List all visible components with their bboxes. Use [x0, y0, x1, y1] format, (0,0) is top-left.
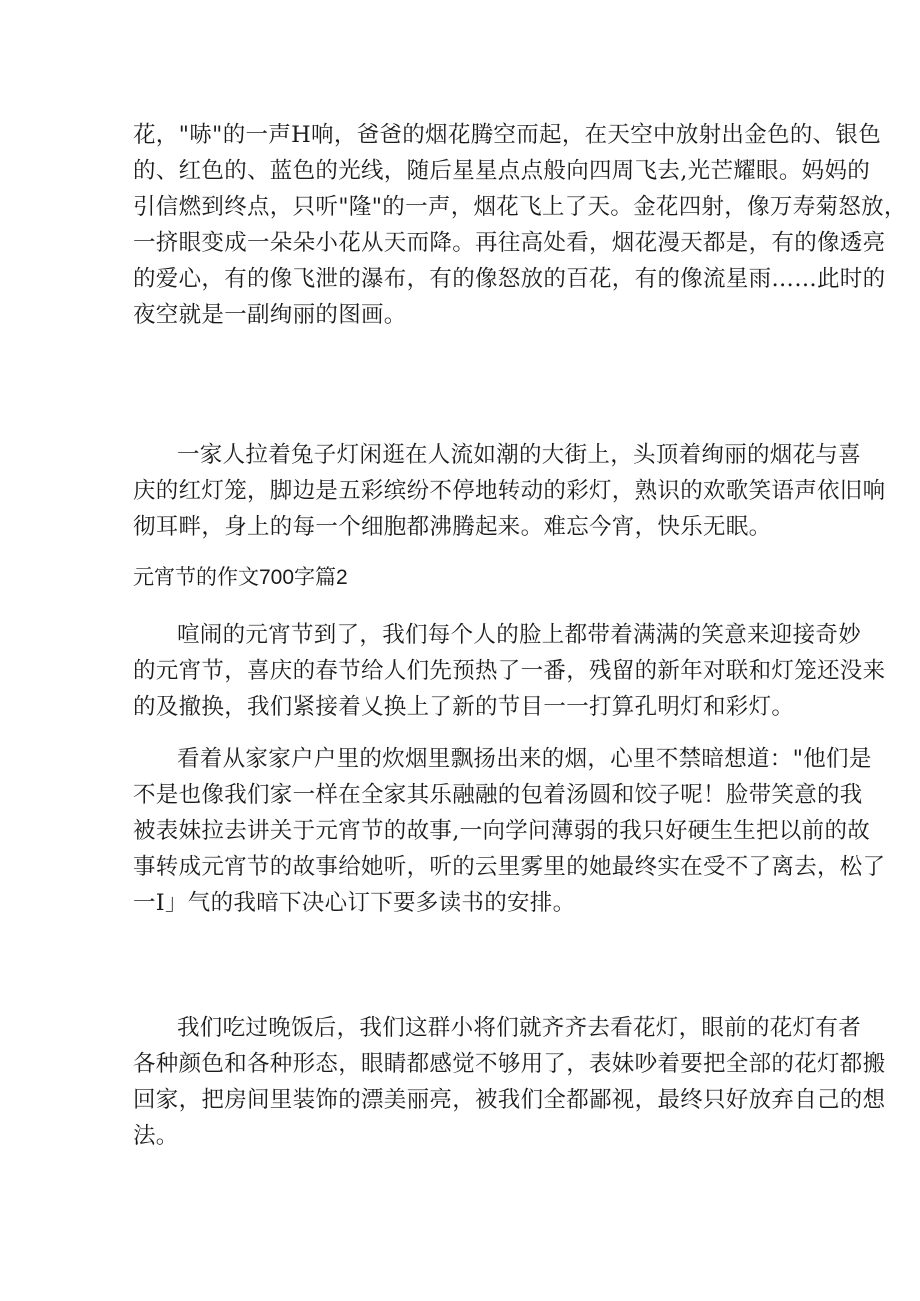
- paragraph-line: 一I」气的我暗下决心订下要多读书的安排。: [133, 890, 576, 916]
- paragraph-line: 引信燃到终点，只听"隆"的一声，烟花飞上了天。金花四射，像万寿菊怒放，: [133, 194, 907, 220]
- paragraph-line: 法。: [133, 1123, 179, 1149]
- paragraph-line: 看着从家家户户里的炊烟里飘扬出来的烟，心里不禁暗想道："他们是: [177, 746, 872, 772]
- paragraph-line: 的、红色的、蓝色的光线，随后星星点点般向四周飞去,光芒耀眼。妈妈的: [133, 158, 871, 184]
- paragraph-line: 一家人拉着兔子灯闲逛在人流如潮的大街上，头顶着绚丽的烟花与喜: [177, 442, 862, 468]
- paragraph-line: 的及撤换，我们紧接着乂换上了新的节目一一打算孔明灯和彩灯。: [133, 694, 795, 720]
- paragraph-line: 我们吃过晚饭后，我们这群小将们就齐齐去看花灯，眼前的花灯有者: [177, 1015, 862, 1041]
- paragraph-line: 各种颜色和各种形态，眼睛都感觉不够用了，表妹吵着要把全部的花灯都搬: [133, 1051, 886, 1077]
- paragraph-line: 庆的红灯笼，脚边是五彩缤纷不停地转动的彩灯，熟识的欢歌笑语声依旧响: [133, 478, 886, 504]
- paragraph-festival-arrives: [133, 617, 886, 725]
- paragraph-fireworks: [133, 117, 907, 333]
- section-heading: 元宵节的作文700字篇2: [133, 566, 348, 589]
- paragraph-line: 回家，把房间里装饰的漂美丽亮，被我们全都鄙视，最终只好放弃自己的想: [133, 1087, 886, 1113]
- paragraph-line: 事转成元宵节的故事给她听，听的云里雾里的她最终实在受不了离去，松了: [133, 854, 886, 880]
- paragraph-line: 的元宵节，喜庆的春节给人们先预热了一番，残留的新年对联和灯笼还没来: [133, 658, 886, 684]
- paragraph-line: 被表妹拉去讲关于元宵节的故事,一向学问薄弱的我只好硬生生把以前的故: [133, 818, 871, 844]
- paragraph-family-stroll: [133, 437, 886, 545]
- paragraph-line: 不是也像我们家一样在全家其乐融融的包着汤圆和饺子呢！脸带笑意的我: [133, 782, 863, 808]
- paragraph-line: 一挤眼变成一朵朵小花从天而降。再往高处看，烟花漫天都是，有的像透亮: [133, 230, 886, 256]
- paragraph-lanterns: [133, 1010, 886, 1154]
- paragraph-line: 喧闹的元宵节到了，我们每个人的脸上都带着满满的笑意来迎接奇妙: [177, 622, 862, 648]
- paragraph-line: 彻耳畔，身上的每一个细胞都沸腾起来。难忘今宵，快乐无眠。: [133, 514, 772, 540]
- paragraph-line: 花，"哧"的一声H响，爸爸的烟花腾空而起，在天空中放射出金色的、银色: [133, 122, 882, 148]
- paragraph-chimney-smoke: [133, 741, 886, 921]
- paragraph-line: 夜空就是一副绚丽的图画。: [133, 302, 407, 328]
- paragraph-line: 的爱心，有的像飞泄的瀑布，有的像怒放的百花，有的像流星雨……此时的: [133, 266, 886, 292]
